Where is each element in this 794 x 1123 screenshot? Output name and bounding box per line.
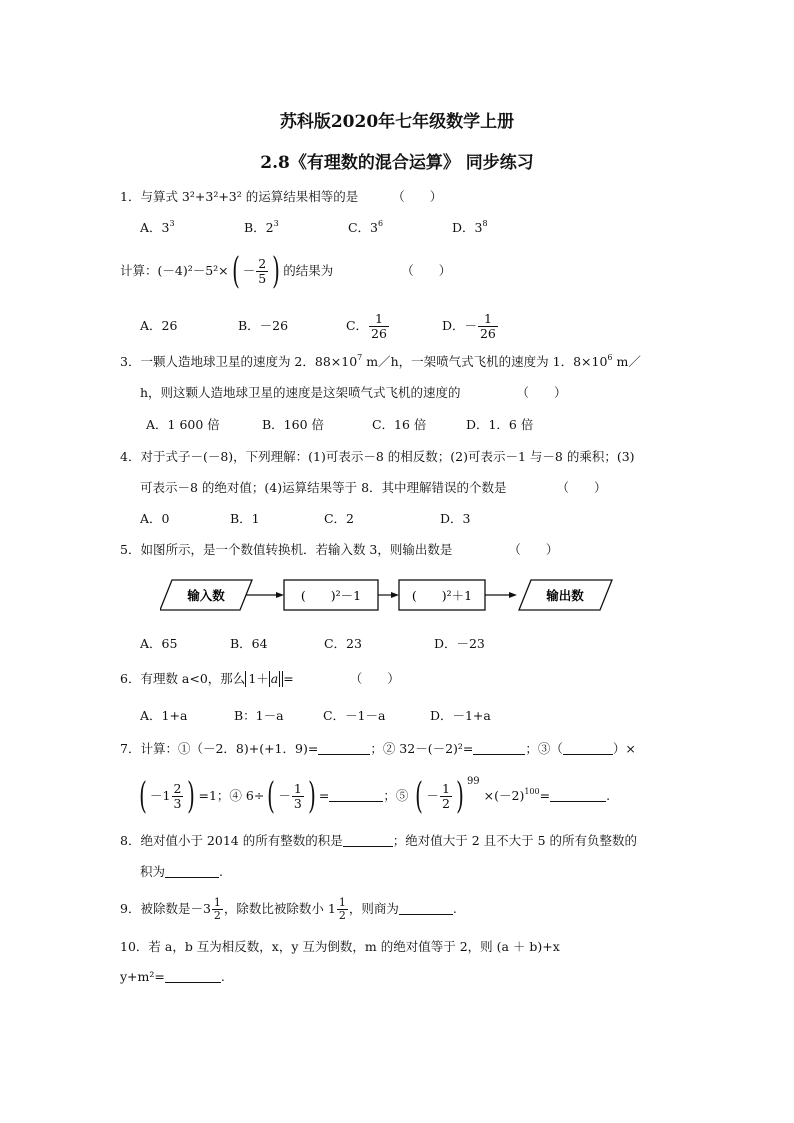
q1-num: 1．: [120, 189, 141, 204]
q3-options: [146, 417, 533, 433]
q2-option-b[interactable]: B．－26: [237, 318, 289, 333]
q5-paren: （ ）: [508, 542, 559, 557]
q6-abs-outer: 1＋ a: [245, 671, 283, 687]
q1-text: 与算式 3²+3²+3² 的运算结果相等的是: [140, 189, 359, 204]
q8-blank-2[interactable]: [165, 865, 219, 878]
q6-stem: 6．有理数 a<0，那么 1＋ a = （ ）: [120, 671, 400, 686]
q1-option-d[interactable]: D．$3^8$: [451, 219, 488, 235]
q5-option-a[interactable]: A．65: [140, 636, 178, 651]
q7-blank-5[interactable]: [550, 789, 606, 802]
q2-fraction: $\frac{2}{5}$: [258, 256, 267, 286]
q3-paren: （ ）: [516, 385, 567, 400]
q2-options: [140, 310, 499, 342]
q10-blank[interactable]: [165, 970, 221, 983]
q3-option-d[interactable]: D．1．6 倍: [465, 417, 534, 432]
q8-line-1: 8．绝对值小于 2014 的所有整数的积是 ；绝对值大于 2 且不大于 5 的所有负整数的: [120, 833, 638, 848]
q2-option-a[interactable]: A．26: [140, 318, 178, 333]
q1-paren: （ ）: [392, 189, 443, 204]
q5-option-c[interactable]: C．23: [323, 636, 362, 651]
q9-blank[interactable]: [399, 902, 453, 915]
q6-option-b[interactable]: B：1－a: [233, 708, 284, 723]
q2-option-d[interactable]: D．－ $\frac{1}{26}$: [441, 311, 496, 341]
q5-stem: 5．如图所示，是一个数值转换机．若输入数 3，则输出数是 （ ）: [120, 542, 559, 557]
q6-options: [140, 708, 491, 724]
flow-box2-label: ( )²＋1: [411, 588, 473, 603]
q6-option-d[interactable]: D．－1+a: [429, 708, 491, 723]
q3-line-1: 3．一颗人造地球卫星的速度为 2．$88\times 10^7$ m／h，一架喷气式飞机的速度为 1．$8\times 10^6$ m／: [120, 353, 641, 369]
q6-option-a[interactable]: A．1+a: [140, 708, 188, 723]
flow-output-label: 输出数: [546, 588, 584, 603]
q2-option-c[interactable]: C． $\frac{1}{26}$: [345, 311, 387, 341]
q7-line-1: 7．计算：①（－2．8)+(+1．9)= ；② 32－(－2)²= ；③（ ）×: [120, 741, 636, 756]
q5-options: [140, 636, 485, 652]
q7-line-2: ( －1 $\frac{2}{3}$ ) =1；④ 6÷( － $\frac{1}{3}$ ) = ；⑤ ( － $\frac{1}{2}$ ) $^{99} \times(-2)^{100}=$ .: [139, 775, 611, 817]
q2-stem: 计算：(－4)²－5²×( － $\frac{2}{5}$ ) 的结果为 （ ）: [120, 250, 452, 292]
q3-line-2: h，则这颗人造地球卫星的速度是这架喷气式飞机的速度的 （ ）: [140, 385, 567, 400]
flow-box1-label: ( )²－1: [300, 588, 362, 603]
q4-line-1: 4．对于式子－(－8)，下列理解：(1)可表示－8 的相反数；(2)可表示－1 与－8 的乘积；(3): [120, 449, 635, 464]
q5-option-d[interactable]: D．－23: [433, 636, 485, 651]
q4-option-a[interactable]: A．0: [140, 511, 170, 526]
q4-line-2: 可表示－8 的绝对值；(4)运算结果等于 8．其中理解错误的个数是 （ ）: [140, 480, 607, 495]
arrow-icon: [509, 592, 517, 598]
q1-stem: [120, 189, 442, 205]
arrow-icon: [276, 592, 284, 598]
q4-options: [140, 511, 470, 527]
q2-text-post: 的结果为: [283, 263, 334, 278]
title-line-1: 苏科版2020年七年级数学上册: [279, 112, 515, 132]
q1-options: [140, 220, 488, 236]
q4-paren: （ ）: [556, 480, 607, 495]
q1-option-a[interactable]: A．$3^3$: [140, 219, 175, 235]
q6-option-c[interactable]: C．－1－a: [322, 708, 386, 723]
q7-blank-1[interactable]: [318, 742, 370, 755]
q10-line-2: y+m²= .: [120, 969, 225, 984]
q2-paren: （ ）: [401, 263, 452, 278]
q5-option-b[interactable]: B．64: [229, 636, 268, 651]
q6-paren: （ ）: [349, 671, 400, 686]
q10-line-1: 10．若 a，b 互为相反数，x，y 互为倒数，m 的绝对值等于 2，则 (a ＋ b)+x: [120, 939, 560, 954]
q2-text-pre: 计算：(－4)²－5²×: [120, 263, 229, 278]
flow-input-label: 输入数: [187, 588, 225, 603]
arrow-icon: [391, 592, 399, 598]
q3-option-c[interactable]: C．16 倍: [371, 417, 427, 432]
q1-option-c[interactable]: C．$3^6$: [347, 219, 384, 235]
title-line-2: 2.8《有理数的混合运算》 同步练习: [260, 153, 534, 173]
q3-option-a[interactable]: A．1 600 倍: [146, 417, 220, 432]
q8-line-2: 积为 .: [140, 864, 223, 879]
number-converter-diagram: [160, 578, 620, 612]
q1-option-b[interactable]: B．$2^3$: [243, 219, 279, 235]
q8-blank-1[interactable]: [343, 834, 393, 847]
q7-blank-4[interactable]: [329, 789, 383, 802]
q3-option-b[interactable]: B．160 倍: [261, 417, 325, 432]
q4-option-c[interactable]: C．2: [323, 511, 354, 526]
q7-blank-3[interactable]: [563, 742, 613, 755]
q4-option-b[interactable]: B．1: [229, 511, 260, 526]
q7-blank-2[interactable]: [473, 742, 525, 755]
q9-stem: 9．被除数是－3 $\frac{1}{2}$ ，除数比被除数小 1 $\frac{1}{2}$ ，则商为 .: [120, 896, 457, 922]
q4-option-d[interactable]: D．3: [439, 511, 471, 526]
